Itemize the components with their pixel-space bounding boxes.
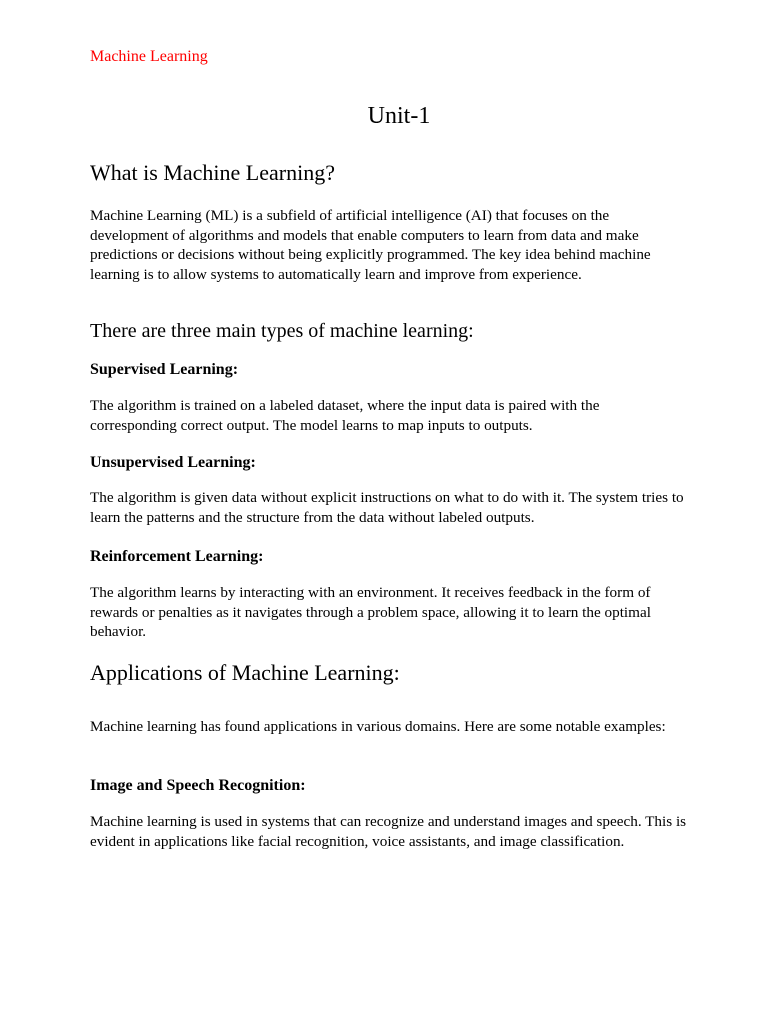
paragraph-unsupervised: The algorithm is given data without explicit instructions on what to do with it. The system tries to learn the patterns and the structure from the data without labeled outputs. [90,489,684,526]
section-heading-what-is-ml: What is Machine Learning? [90,160,335,185]
paragraph-supervised: The algorithm is trained on a labeled dataset, where the input data is paired with the corresponding correct output. The model learns to map inputs to outputs. [90,397,600,434]
unit-title: Unit-1 [367,103,431,129]
running-header: Machine Learning [90,48,208,65]
heading-reinforcement: Reinforcement Learning: [90,548,264,565]
applications-heading: Applications of Machine Learning: [90,660,400,685]
heading-image-speech: Image and Speech Recognition: [90,777,306,794]
paragraph-applications-intro: Machine learning has found applications in various domains. Here are some notable examples: [90,718,666,735]
paragraph-what-is-ml: Machine Learning (ML) is a subfield of artificial intelligence (AI) that focuses on the development of algorithms and models that enable computers to learn from data and make predictions or decisions without being explicitly programmed. The key idea behind machine learning is to allow systems to automatically learn and improve from experience. [90,207,651,283]
heading-unsupervised: Unsupervised Learning: [90,454,256,471]
paragraph-reinforcement: The algorithm learns by interacting with an environment. It receives feedback in the form of rewards or penalties as it navigates through a problem space, allowing it to learn the optimal behavior. [90,584,651,640]
types-heading: There are three main types of machine learning: [90,320,474,342]
paragraph-image-speech: Machine learning is used in systems that can recognize and understand images and speech. This is evident in applications like facial recognition, voice assistants, and image classification. [90,813,687,850]
heading-supervised: Supervised Learning: [90,361,239,378]
